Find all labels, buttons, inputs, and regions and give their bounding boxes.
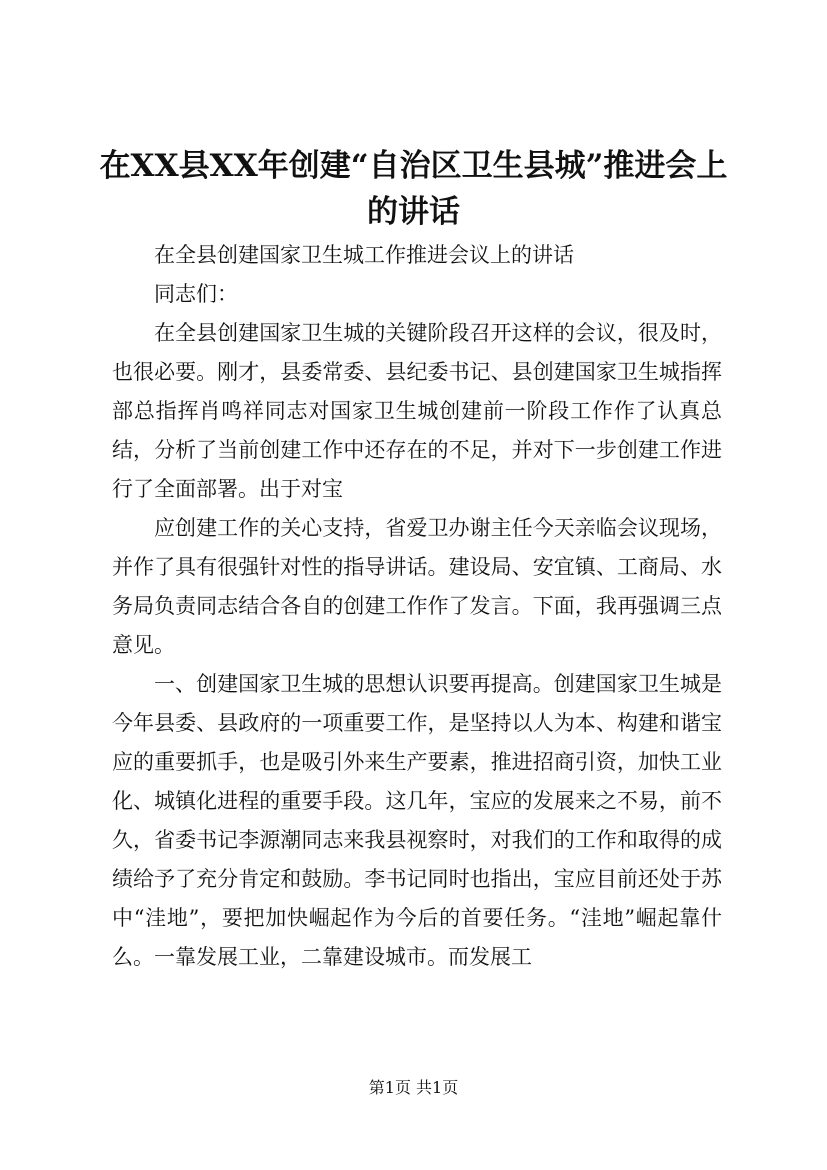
page-footer: 第1页 共1页 bbox=[368, 1078, 459, 1097]
document-body bbox=[112, 236, 722, 977]
body-paragraph: 在全县创建国家卫生城的关键阶段召开这样的会议，很及时，也很必要。刚才，县委常委、县纪委书记、县创建国家卫生城指挥部总指挥肖鸣祥同志对国家卫生城创建前一阶段工作作了认真总结，分析了当前创建工作中还存在的不足，并对下一步创建工作进行了全面部署。出于对宝 bbox=[112, 321, 722, 501]
salutation: 同志们： bbox=[154, 282, 238, 306]
speech-subtitle: 在全县创建国家卫生城工作推进会议上的讲话 bbox=[154, 243, 574, 267]
document-title: 在XX县XX年创建“自治区卫生县城”推进会上的讲话 bbox=[99, 148, 728, 230]
body-paragraph: 应创建工作的关心支持，省爱卫办谢主任今天亲临会议现场，并作了具有很强针对性的指导讲话。建设局、安宜镇、工商局、水务局负责同志结合各自的创建工作作了发言。下面，我再强调三点意见。 bbox=[112, 516, 722, 657]
body-paragraph: 一、创建国家卫生城的思想认识要再提高。创建国家卫生城是今年县委、县政府的一项重要工作，是坚持以人为本、构建和谐宝应的重要抓手，也是吸引外来生产要素，推进招商引资，加快工业化、城镇化进程的重要手段。这几年，宝应的发展来之不易，前不久，省委书记李源潮同志来我县视察时，对我们的工作和取得的成绩给予了充分肯定和鼓励。李书记同时也指出，宝应目前还处于苏中“洼地”，要把加快崛起作为今后的首要任务。“洼地”崛起靠什么。一靠发展工业，二靠建设城市。而发展工 bbox=[112, 672, 722, 969]
